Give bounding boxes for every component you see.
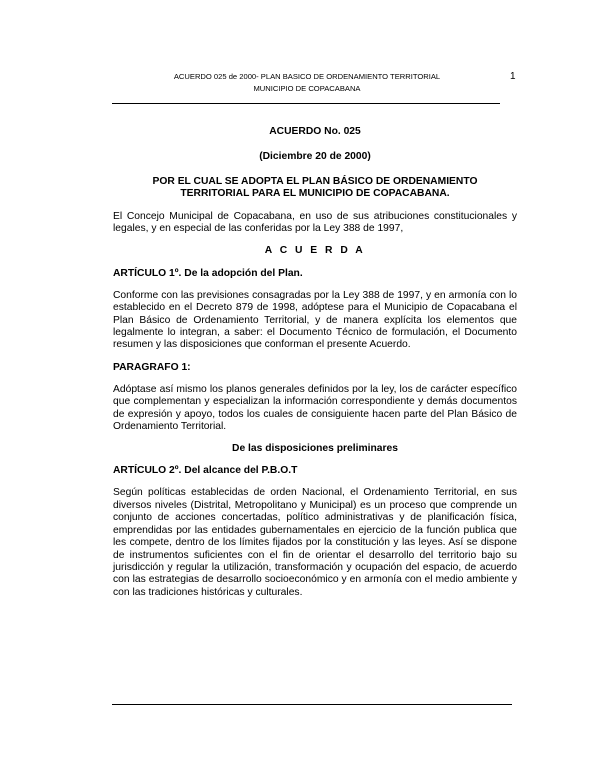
section-heading: De las disposiciones preliminares — [232, 443, 398, 455]
running-header — [112, 71, 502, 95]
article-2-heading: ARTÍCULO 2º. Del alcance del P.B.O.T — [113, 465, 298, 477]
article-2-text: Según políticas establecidas de orden Nacional, el Ordenamiento Territorial, en sus diversos niveles (Distrital, Metropolitano y Municipal) es un proceso que comprende un conjunto de acciones concertadas, político administrativas y de planificación física, emprendidas por las entidades gubernamentales en ejercicio de la función publica que les compete, dentro de los límites fijados por la constitución y las leyes. Así se dispone de instrumentos suficientes con el fin de orientar el desarrollo del territorio bajo su jurisdicción y regular la utilización, transformación y ocupación del espacio, de acuerdo con las estrategias de desarrollo socioeconómico y en armonía con el medio ambiente y con las tradiciones históricas y culturales. — [113, 487, 517, 598]
header-rule — [112, 103, 500, 104]
article-1-heading: ARTÍCULO 1º. De la adopción del Plan. — [113, 267, 303, 279]
footer-rule — [112, 704, 512, 705]
document-date: (Diciembre 20 de 2000) — [259, 151, 371, 162]
acuerda-heading: A C U E R D A — [264, 244, 366, 256]
preamble: El Concejo Municipal de Copacabana, en uso de sus atribuciones constitucionales y legales, y en especial de las conferidas por la Ley 388 de 1997, — [113, 211, 517, 235]
article-1-text: Conforme con las previsiones consagradas por la Ley 388 de 1997, y en armonía con lo establecido en el Decreto 879 de 1998, adóptese para el Municipio de Copacabana el Plan Básico de Ordenamiento Territorial, y de manera explícita los elementos que legalmente lo integran, a saber: el Documento Técnico de formulación, el Documento resumen y las disposiciones que conforman el presente Acuerdo. — [113, 289, 517, 351]
paragraph-1-heading: PARAGRAFO 1: — [113, 361, 191, 373]
header-line-1: ACUERDO 025 de 2000- PLAN BASICO DE ORDENAMIENTO TERRITORIAL — [173, 72, 441, 81]
subject-line-1: POR EL CUAL SE ADOPTA EL PLAN BÁSICO DE ORDENAMIENTO — [152, 176, 478, 187]
page-number: 1 — [510, 71, 516, 82]
document-title: ACUERDO No. 025 — [269, 126, 361, 137]
header-line-2: MUNICIPIO DE COPACABANA — [253, 84, 361, 93]
paragraph-1-text: Adóptase así mismo los planos generales definidos por la ley, los de carácter específico que complementan y especializan la información correspondiente y demás documentos de expresión y apoyo, todos los cuales de consiguiente hacen parte del Plan Básico de Ordenamiento Territorial. — [113, 383, 517, 433]
subject-line-2: TERRITORIAL PARA EL MUNICIPIO DE COPACABANA. — [180, 188, 450, 199]
document-subject — [113, 176, 517, 200]
document-body — [113, 126, 517, 599]
